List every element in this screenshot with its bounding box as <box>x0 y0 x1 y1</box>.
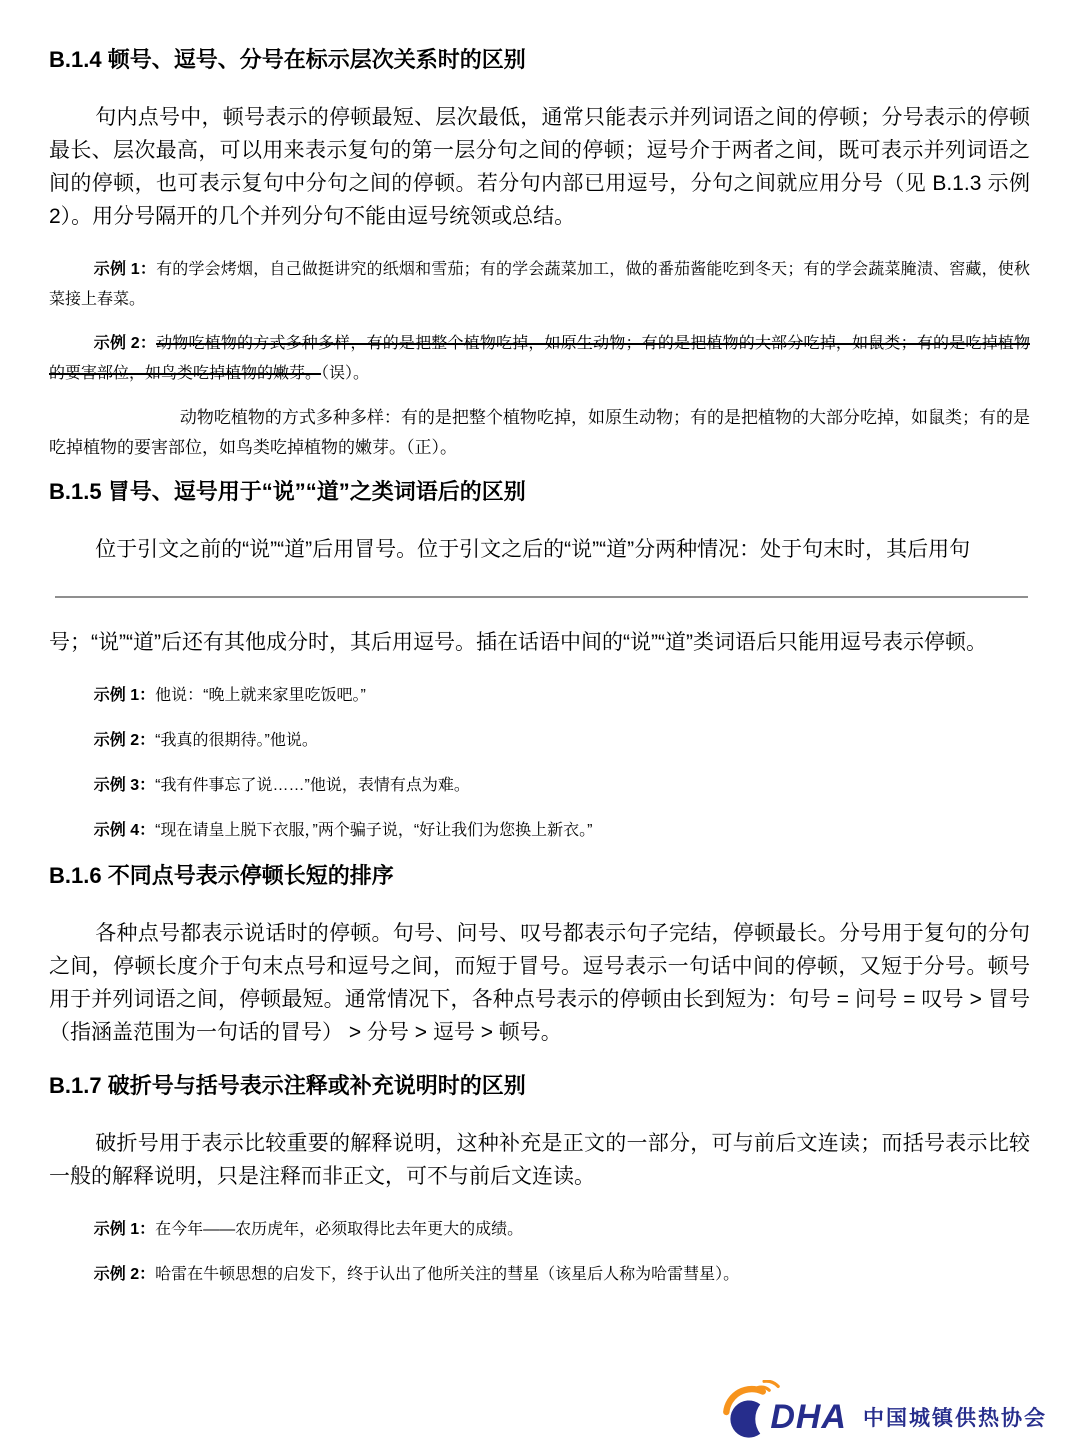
example-b1-4-2-wrong <box>49 329 1030 389</box>
example-text: 有的学会烤烟，自己做挺讲究的纸烟和雪茄；有的学会蔬菜加工，做的番茄酱能吃到冬天；有的学会蔬菜腌渍、窖藏，使秋菜接上春菜。 <box>49 261 1030 308</box>
example-b1-5-4 <box>49 816 1030 846</box>
example-label: 示例 1： <box>93 261 157 278</box>
example-b1-5-1 <box>49 681 1030 711</box>
example-text: “我真的很期待。”他说。 <box>155 732 318 749</box>
logo-acronym-text: DHA <box>770 1397 847 1436</box>
example-b1-5-3 <box>49 771 1030 801</box>
heading-b1-7: B.1.7 破折号与括号表示注释或补充说明时的区别 <box>49 1073 526 1098</box>
example-label: 示例 2： <box>93 732 156 749</box>
paragraph-b1-7: 破折号用于表示比较重要的解释说明，这种补充是正文的一部分，可与前后文连读；而括号表示比较一般的解释说明，只是注释而非正文，可不与前后文连读。 <box>49 1132 1030 1188</box>
struck-example-text: 动物吃植物的方式多种多样，有的是把整个植物吃掉，如原生动物；有的是把植物的大部分吃掉，如鼠类；有的是吃掉植物的要害部位，如鸟类吃掉植物的嫩芽。 <box>49 335 1030 382</box>
example-text: “我有件事忘了说……”他说，表情有点为难。 <box>155 777 470 794</box>
example-b1-5-2 <box>49 726 1030 756</box>
paragraph-b1-6: 各种点号都表示说话时的停顿。句号、问号、叹号都表示句子完结，停顿最长。分号用于复句的分句之间，停顿长度介于句末点号和逗号之间，而短于冒号。逗号表示一句话中间的停顿，又短于分号。顿号用于并列词语之间，停顿最短。通常情况下，各种点号表示的停顿由长到短为：句号 = 问号 = 叹号 > 冒号（指涵盖范围为一句话的冒号） > 分号 > 逗号 > 顿号。 <box>49 922 1030 1044</box>
example-label: 示例 4： <box>93 822 156 839</box>
heading-b1-5: B.1.5 冒号、逗号用于“说”“道”之类词语后的区别 <box>49 479 526 504</box>
example-label: 示例 2： <box>93 335 157 352</box>
example-text: 在今年——农历虎年，必须取得比去年更大的成绩。 <box>155 1221 524 1238</box>
example-label: 示例 1： <box>93 1221 156 1238</box>
example-b1-7-2 <box>49 1260 1030 1290</box>
example-label: 示例 2： <box>93 1266 156 1283</box>
paragraph-b1-5-before-break: 位于引文之前的“说”“道”后用冒号。位于引文之后的“说”“道”分两种情况：处于句末时，其后用句 <box>95 538 971 561</box>
example-text: 他说：“晚上就来家里吃饭吧。” <box>155 687 366 704</box>
example-label: 示例 1： <box>93 687 156 704</box>
heading-b1-6: B.1.6 不同点号表示停顿长短的排序 <box>49 863 394 888</box>
example-text: “现在请皇上脱下衣服，”两个骗子说，“好让我们为您换上新衣。” <box>155 822 593 839</box>
cdha-logo <box>718 1380 1047 1444</box>
example-b1-7-1 <box>49 1215 1030 1245</box>
paragraph-b1-5-after-break: 号；“说”“道”后还有其他成分时，其后用逗号。插在话语中间的“说”“道”类词语后只能用逗号表示停顿。 <box>49 631 987 654</box>
logo-org-name: 中国城镇供热协会 <box>863 1407 1047 1430</box>
example-b1-4-1 <box>49 255 1030 315</box>
paragraph-b1-4: 句内点号中，顿号表示的停顿最短、层次最低，通常只能表示并列词语之间的停顿；分号表示的停顿最长、层次最高，可以用来表示复句的第一层分句之间的停顿；逗号介于两者之间，既可表示并列词语之间的停顿，也可表示复句中分句之间的停顿。若分句内部已用逗号，分句之间就应用分号（见 B.1.3 示例 2）。用分号隔开的几个并列分句不能由逗号统领或总结。 <box>49 106 1030 228</box>
heading-b1-4: B.1.4 顿号、逗号、分号在标示层次关系时的区别 <box>49 47 526 72</box>
wrong-mark: （误）。 <box>321 365 370 382</box>
page-divider <box>55 596 1028 598</box>
example-text: 哈雷在牛顿思想的启发下，终于认出了他所关注的彗星（该星后人称为哈雷彗星）。 <box>155 1266 740 1283</box>
example-label: 示例 3： <box>93 777 156 794</box>
example-b1-4-2-correct: 动物吃植物的方式多种多样：有的是把整个植物吃掉，如原生动物；有的是把植物的大部分吃掉，如鼠类；有的是吃掉植物的要害部位，如鸟类吃掉植物的嫩芽。（正）。 <box>49 408 1030 457</box>
